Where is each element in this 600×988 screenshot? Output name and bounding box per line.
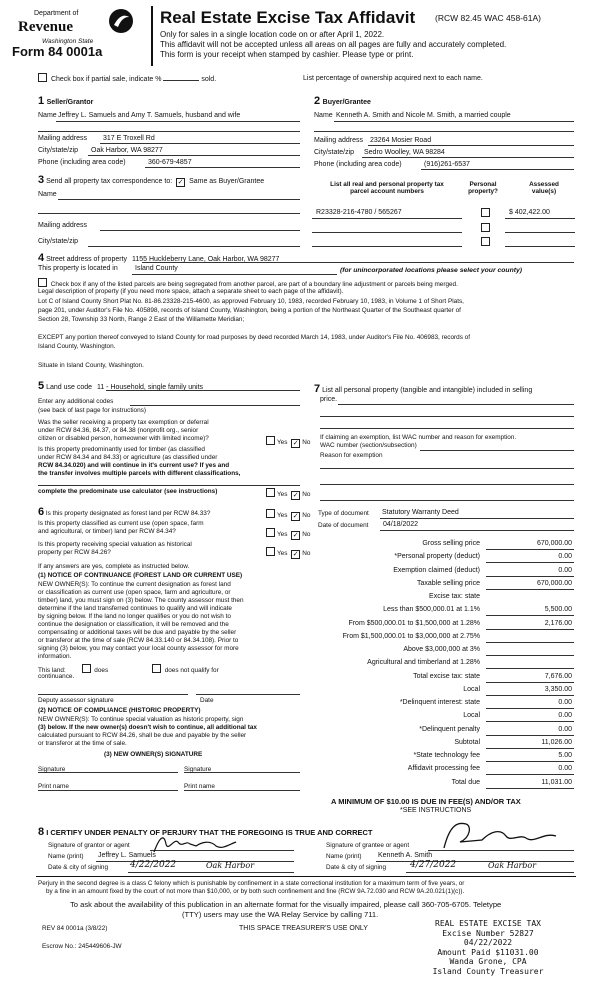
tax-row-label: *Personal property (deduct) [394, 553, 480, 560]
form-revision: REV 84 0001a (3/8/22) [42, 925, 108, 932]
yes-label: Yes [277, 491, 288, 498]
doc-date-value[interactable]: 04/18/2022 [383, 521, 419, 528]
tax-row-label: *Delinquent interest: state [399, 699, 480, 706]
continuance-text-9: signing (3) below, you may contact your local county assessor for more [38, 645, 239, 652]
personal-property-label: List all personal property (tangible and intangible) included in selling [322, 387, 533, 394]
header-line-1: Only for sales in a single location code on or after April 1, 2022. [160, 30, 385, 39]
seller-addr-value[interactable]: 317 E Troxell Rd [103, 135, 155, 142]
escrow-number: Escrow No.: 245449606-JW [42, 943, 122, 950]
grantee-sig-label: Signature of grantee or agent [326, 842, 410, 849]
current-use-q-1: Is this property classified as current use (open space, farm [38, 520, 204, 527]
buyer-title: Buyer/Grantee [322, 99, 371, 106]
owner-print-label-1: Print name [38, 783, 69, 790]
treasurer-use-label: THIS SPACE TREASURER'S USE ONLY [239, 925, 368, 932]
tax-row-value[interactable]: 0.00 [558, 699, 572, 706]
buyer-heading [314, 95, 371, 107]
personal-checkbox-3[interactable] [481, 237, 490, 246]
parcel-row-line-3 [312, 246, 462, 247]
forest-yes-checkbox[interactable] [266, 509, 275, 518]
buyer-name-line-2 [314, 131, 574, 132]
compliance-text-2: (3) below. If the new owner(s) doesn't wish to continue, all additional tax [38, 724, 257, 731]
tax-row-line [486, 735, 574, 736]
grantor-date-label: Date & city of signing [48, 864, 109, 871]
tax-row-label: Subtotal [454, 739, 480, 746]
personal-checkbox-1[interactable] [481, 208, 490, 217]
grantor-date-value[interactable]: 4/22/2022 [130, 860, 177, 870]
partial-percent-field[interactable] [163, 80, 199, 81]
grantor-date-line [128, 872, 294, 873]
section-number: 6 [38, 506, 45, 518]
sec6-q1-row [38, 506, 210, 518]
tax-row-value[interactable]: 0.00 [558, 765, 572, 772]
parcel-row-line-2 [312, 232, 462, 233]
unincorporated-note: (for unincorporated locations please select your county) [340, 267, 523, 274]
located-label: This property is located in [38, 265, 118, 272]
yes-label: Yes [277, 439, 288, 446]
compliance-text-3: calculated pursuant to RCW 84.26, shall be due and payable by the seller [38, 732, 247, 739]
historic-q-1: Is this property receiving special valuation as historical [38, 541, 192, 548]
assessed-header-line-1: Assessed [529, 181, 559, 188]
street-line [142, 262, 574, 263]
page-title: Real Estate Excise Tax Affidavit [160, 8, 416, 27]
minimum-due-note: A MINIMUM OF $10.00 IS DUE IN FEE(S) AND/OR TAX [331, 797, 521, 806]
tax-row-line [486, 695, 574, 696]
deputy-date-line [196, 694, 300, 695]
wac-label-1: If claiming an exemption, list WAC number and reason for exemption. [320, 434, 517, 441]
historic-yes-checkbox[interactable] [266, 547, 275, 556]
sec3-addr-label: Mailing address [38, 222, 88, 229]
no-label: No [302, 531, 311, 538]
section-number: 3 [38, 174, 45, 186]
q1-answer [264, 436, 310, 448]
compliance-text-4: or transferor at the time of sale. [38, 740, 127, 747]
seller-city-line [88, 155, 300, 156]
buyer-phone-label: Phone (including area code) [314, 161, 402, 168]
forest-land-question: Is this property designated as forest land per RCW 84.33? [45, 510, 211, 517]
tax-row-line [486, 642, 574, 643]
tax-row-value[interactable]: 11,031.00 [541, 779, 572, 786]
logo-revenue-text: Revenue [18, 19, 73, 35]
continuance-text-1: NEW OWNER(S): To continue the current designation as forest land [38, 581, 231, 588]
continuance-text-8: or transferor at the time of sale (RCW 84.33.140 or 84.34.108). Prior to [38, 637, 239, 644]
continuance-text-5: by signing below. If the land no longer qualifies or you do not wish to [38, 613, 231, 620]
stamp-line-4: Amount Paid $11031.00 [437, 947, 539, 957]
tax-row-line [486, 629, 574, 630]
tax-row-line [486, 708, 574, 709]
q2-underline [38, 485, 300, 486]
if-any-note: If any answers are yes, complete as instructed below. [38, 563, 190, 570]
tax-row-value[interactable]: 3,350.00 [544, 686, 572, 693]
forest-no-checkbox[interactable]: ✓ [292, 513, 299, 520]
grantee-name-value[interactable]: Kenneth A. Smith [378, 852, 433, 859]
buyer-city-label: City/state/zip [314, 149, 355, 156]
seller-city-label: City/state/zip [38, 147, 79, 154]
assessed-header [516, 181, 572, 195]
section-number: 2 [314, 95, 321, 107]
section-number: 4 [38, 252, 45, 264]
logo-state-text: Washington State [42, 38, 94, 45]
this-land-label: This land: [38, 667, 66, 674]
parcel-val-line-2 [505, 232, 575, 233]
street-label: Street address of property [46, 256, 128, 263]
perjury-divider [36, 876, 576, 877]
same-as-buyer-checkbox[interactable]: ✓ [177, 179, 184, 186]
historic-no-checkbox[interactable]: ✓ [292, 551, 299, 558]
new-owner-sig-title: (3) NEW OWNER(S) SIGNATURE [104, 751, 203, 758]
land-use-value[interactable]: 11 - Household, single family units [96, 384, 204, 391]
grantee-name-label: Name (print) [326, 853, 362, 860]
header-line-2: This affidavit will not be accepted unless all areas on all pages are fully and accurately completed. [160, 40, 507, 49]
legal-line-2: page 201, under Auditor's File No. 405898, records of Island County, Washington, being a portion of the Northeast Quarter of the Southeast quarter of [38, 307, 461, 314]
no-label: No [302, 439, 311, 446]
segregated-label: Check box if any of the listed parcels are being segregated from another parcel, are part of a boundary line adjustment or parcels being merged. [50, 281, 458, 288]
buyer-addr-line [368, 145, 574, 146]
grantor-name-line [96, 861, 294, 862]
owner-sig-label-2: Signature [184, 766, 212, 773]
grantee-signature [430, 818, 570, 852]
tax-row-label: Total due [451, 779, 480, 786]
tax-row-value[interactable]: 670,000.00 [536, 540, 572, 547]
stamp-line-3: 04/22/2022 [463, 938, 513, 948]
seller-name-label: Name [38, 112, 57, 119]
tax-row-value[interactable]: 0.00 [558, 726, 572, 733]
county-value[interactable]: Island County [135, 265, 178, 272]
buyer-name-value[interactable]: Kenneth A. Smith and Nicole M. Smith, a married couple [336, 112, 511, 119]
parcel-number-1[interactable]: R23328-216-4780 / 565267 [316, 209, 402, 216]
continuance-text-4: determine if the land transferred continues to qualify and will indicate [38, 605, 232, 612]
tax-row-value[interactable]: 5.00 [558, 752, 572, 759]
grantor-name-label: Name (print) [48, 853, 84, 860]
tax-row-label: Local [463, 712, 480, 719]
q2-line-1: Is this property predominantly used for timber (as classified [38, 446, 205, 453]
tax-row-label: *State technology fee [413, 752, 480, 759]
q1-line-1: Was the seller receiving a property tax exemption or deferral [38, 419, 209, 426]
wac-line [420, 450, 574, 451]
current-use-q-2: and agricultural, or timber) land per RCW 84.34? [38, 528, 176, 535]
section-number: 5 [38, 380, 45, 392]
current-use-no-checkbox[interactable]: ✓ [292, 532, 299, 539]
header-divider [151, 6, 153, 66]
legal-line-1: Lot C of Island County Short Plat No. 81-86.23328-215-4600, as approved February 10, 1983, recorded February 10, 1983, in Volume 1 of Short Plats, [38, 298, 464, 305]
assessed-header-line-2: value(s) [531, 188, 557, 195]
personal-header [463, 181, 503, 195]
owner-print-line-1 [38, 790, 178, 791]
tax-row-label: *Delinquent penalty [419, 726, 480, 733]
personal-checkbox-2[interactable] [481, 223, 490, 232]
continuance-text-7: compensating or additional taxes will be due and payable by the seller [38, 629, 237, 636]
grantor-sig-label: Signature of grantor or agent [48, 842, 130, 849]
does-not-checkbox[interactable] [152, 664, 161, 673]
buyer-phone-line [421, 169, 574, 170]
tax-row-line [486, 682, 574, 683]
seller-heading [38, 95, 93, 107]
owner-print-line-2 [184, 790, 300, 791]
q1-line-3: citizen or disabled person, homeowner with limited income)? [38, 435, 209, 442]
reason-line-1 [320, 468, 574, 469]
logo-dept-text: Department of [34, 10, 79, 17]
yes-label: Yes [277, 531, 288, 538]
tax-row-value[interactable]: 5,500.00 [544, 606, 572, 613]
same-as-buyer-label: Same as Buyer/Grantee [189, 178, 265, 185]
current-use-yes-checkbox[interactable] [266, 528, 275, 537]
seller-addr-line [100, 143, 300, 144]
notice-compliance-title: (2) NOTICE OF COMPLIANCE (HISTORIC PROPERTY) [38, 707, 201, 714]
sec3-name-line [58, 199, 300, 200]
sec3-label: Send all property tax correspondence to: [46, 178, 173, 185]
q1-line-2: under RCW 84.36, 84.37, or 84.38 (nonprofit org., senior [38, 427, 199, 434]
logo-mark-icon [108, 8, 134, 34]
tax-row-value[interactable]: 7,676.00 [544, 673, 572, 680]
ownership-note: List percentage of ownership acquired next to each name. [303, 75, 483, 82]
parcel-header-line-1: List all real and personal property tax [330, 181, 444, 188]
seller-addr-label: Mailing address [38, 135, 88, 142]
tax-row-line [486, 721, 574, 722]
rcw-reference: (RCW 82.45 WAC 458-61A) [435, 13, 541, 23]
tax-row-label: Excise tax: state [429, 593, 480, 600]
buyer-phone-value[interactable]: (916)261-6537 [424, 161, 470, 168]
personal-header-line-1: Personal [469, 181, 497, 188]
sec7-row [314, 383, 532, 395]
notice-continuance-title: (1) NOTICE OF CONTINUANCE (FOREST LAND OR CURRENT USE) [38, 572, 243, 579]
deputy-sig-line [38, 694, 188, 695]
sec3-city-line [88, 246, 300, 247]
q1-no-checkbox[interactable]: ✓ [292, 440, 299, 447]
alt-format-text-1: To ask about the availability of this publication in an alternate format for the visually impaired, please call 360-705-6705. Teletype [70, 900, 502, 909]
continuance-text-3: timber) land, you must sign on (3) below. The county assessor must then [38, 597, 244, 604]
q2-yes-checkbox[interactable] [266, 488, 275, 497]
continuance-label: continuance. [38, 673, 75, 680]
section-number: 1 [38, 95, 45, 107]
buyer-city-line [362, 157, 574, 158]
yes-label: Yes [277, 512, 288, 519]
tax-row-value[interactable]: 0.00 [558, 553, 572, 560]
legal-line-5: Island County, Washington. [38, 343, 116, 350]
tax-row-line [486, 668, 574, 669]
tax-row-label: From $1,500,000.01 to $3,000,000 at 2.75% [342, 633, 480, 640]
does-label: does [94, 667, 109, 674]
land-use-label: Land use code [46, 384, 93, 391]
tax-row-label: Exemption claimed (deduct) [393, 567, 480, 574]
tax-row-line [486, 549, 574, 550]
perjury-text-2: by a fine in an amount fixed by the court of not more than $10,000, or by both such confinement and fine (RCW 9A.72.030 and RCW 9A.20.021(1)(c)). [46, 888, 465, 895]
partial-sale-label: Check box if partial sale, indicate % [50, 76, 162, 83]
sec3-addr-line [100, 230, 300, 231]
street-value[interactable]: 1155 Huckleberry Lane, Oak Harbor, WA 98277 [131, 256, 280, 263]
segregated-checkbox[interactable] [38, 278, 47, 287]
sec3-name-line-2 [38, 213, 300, 214]
section-number: 7 [314, 383, 321, 395]
tax-row-line [486, 774, 574, 775]
tax-row-label: Agricultural and timberland at 1.28% [367, 659, 480, 666]
header-line-3: This form is your receipt when stamped by cashier. Please type or print. [160, 50, 414, 59]
tax-row-line [486, 748, 574, 749]
parcel-header-line-2: parcel account numbers [350, 188, 424, 195]
certify-statement: I CERTIFY UNDER PENALTY OF PERJURY THAT THE FOREGOING IS TRUE AND CORRECT [46, 828, 373, 837]
tax-row-label: Taxable selling price [416, 580, 480, 587]
historic-q-2: property per RCW 84.26? [38, 549, 111, 556]
grantee-date-line [406, 872, 574, 873]
q2-line-5: complete the predominate use calculator (see instructions) [38, 488, 218, 495]
partial-sold-label: sold. [201, 76, 217, 83]
seller-name-line-2 [38, 131, 300, 132]
sec6-q3-answer [264, 547, 310, 559]
no-label: No [302, 512, 311, 519]
segregated-row [38, 278, 458, 288]
legal-line-3: Section 28, Township 33 North, Range 2 East of the Willamette Meridian; [38, 316, 245, 323]
doc-type-value[interactable]: Statutory Warranty Deed [382, 509, 459, 516]
doc-type-line [380, 518, 574, 519]
perjury-text-1: Perjury in the second degree is a class C felony which is punishable by confinement in a state correctional institution for a maximum term of five years, or [38, 880, 465, 887]
buyer-addr-value[interactable]: 23264 Mosier Road [370, 137, 432, 144]
partial-sale-checkbox[interactable] [38, 73, 47, 82]
stamp-line-2: Excise Number 52827 [442, 928, 534, 938]
q2-line-2: under RCW 84.34 and 84.33) or agriculture (as classified under [38, 454, 218, 461]
legal-label: Legal description of property (if you need more space, attach a separate sheet to each page of the affidavit). [38, 288, 344, 295]
treasurer-stamp [408, 919, 568, 977]
does-not-label: does not qualify for [164, 667, 219, 674]
grantor-name-value[interactable]: Jeffrey L. Samuels [98, 852, 156, 859]
deputy-sig-label: Deputy assessor signature [38, 697, 114, 704]
county-line [132, 274, 337, 275]
does-checkbox[interactable] [82, 664, 91, 673]
tax-row-label: Local [463, 686, 480, 693]
deputy-date-label: Date [200, 697, 214, 704]
compliance-text-1: NEW OWNER(S): To continue special valuation as historic property, sign [38, 716, 244, 723]
see-instructions: *SEE INSTRUCTIONS [400, 807, 472, 814]
reason-line-3 [320, 500, 574, 501]
buyer-city-value[interactable]: Sedro Woolley, WA 98284 [364, 149, 445, 156]
grantor-signature [150, 832, 240, 856]
continuance-text-10: information. [38, 653, 72, 660]
tax-row-line [486, 655, 574, 656]
parcel-val-line-1 [505, 218, 575, 219]
sec3-row [38, 174, 264, 187]
grantee-city-value[interactable]: Oak Harbor [488, 861, 537, 870]
grantor-city-value[interactable]: Oak Harbor [206, 861, 255, 870]
tax-row-label: Total excise tax: state [413, 673, 480, 680]
owner-sig-label-1: Signature [38, 766, 66, 773]
sec3-name-label: Name [38, 191, 57, 198]
seller-title: Seller/Grantor [46, 99, 94, 106]
parcel-val-line-3 [505, 246, 575, 247]
legal-line-4: EXCEPT any portion thereof conveyed to Island County for road purposes by deed recorded March 14, 1983, under Auditor's File No. 406983, records of [38, 334, 471, 341]
grantee-date-label: Date & city of signing [326, 864, 387, 871]
stamp-line-5: Wanda Grone, CPA [449, 957, 527, 967]
stamp-line-6: Island County Treasurer [432, 966, 544, 976]
assessed-value-1[interactable]: $ 402,422.00 [509, 209, 550, 216]
reason-line-2 [320, 484, 574, 485]
seller-name-value[interactable]: Jeffrey L. Samuels and Amy T. Samuels, husband and wife [58, 112, 241, 119]
doc-type-label: Type of document [318, 510, 369, 517]
section-number: 8 [38, 826, 45, 838]
grantee-date-value[interactable]: 4/27/2022 [410, 860, 457, 870]
tax-row-line [486, 615, 574, 616]
buyer-name-line [334, 121, 574, 122]
tax-row-value[interactable]: 2,176.00 [544, 620, 572, 627]
tax-row-line [486, 761, 574, 762]
q2-answer [264, 488, 310, 500]
tax-row-value[interactable]: 0.00 [558, 712, 572, 719]
q1-yes-checkbox[interactable] [266, 436, 275, 445]
personal-header-line-2: property? [468, 188, 498, 195]
addl-codes-note: (see back of last page for instructions) [38, 407, 146, 414]
continuance-text-6: continue the designation or classification, it will be removed and the [38, 621, 229, 628]
owner-print-label-2: Print name [184, 783, 215, 790]
tax-row-line [486, 576, 574, 577]
yes-label: Yes [277, 550, 288, 557]
buyer-name-label: Name [314, 112, 333, 119]
personal-property-label-2: price. [320, 396, 338, 403]
alt-format-text-2: (TTY) users may use the WA Relay Service by calling 711. [182, 910, 379, 919]
sec6-q2-answer [264, 528, 310, 540]
form-number: Form 84 0001a [12, 44, 103, 59]
no-label: No [302, 550, 311, 557]
tax-row-label: Affidavit processing fee [407, 765, 480, 772]
stamp-line-1: REAL ESTATE EXCISE TAX [435, 919, 541, 928]
land-use-line [106, 390, 300, 391]
sec6-q1-answer [264, 509, 310, 521]
no-label: No [302, 491, 311, 498]
sec7-line-1 [338, 404, 574, 405]
tax-row-label: Above $3,000,000 at 3% [403, 646, 480, 653]
reason-label: Reason for exemption [320, 452, 383, 459]
parcel-header [316, 181, 458, 195]
seller-phone-label: Phone (including area code) [38, 159, 126, 166]
tax-row-line [486, 589, 574, 590]
seller-city-value[interactable]: Oak Harbor, WA 98277 [91, 147, 163, 154]
tax-row-label: Gross selling price [422, 540, 480, 547]
q2-line-4: the transfer involves multiple parcels with different classifications, [38, 470, 241, 477]
tax-row-label: From $500,000.01 to $1,500,000 at 1.28% [348, 620, 480, 627]
sec7-line-2 [320, 416, 574, 417]
addl-codes-label: Enter any additional codes [38, 398, 114, 405]
sec7-line-3 [320, 428, 574, 429]
buyer-addr-label: Mailing address [314, 137, 364, 144]
parcel-row-line-1 [312, 218, 462, 219]
doc-date-label: Date of document [318, 522, 369, 529]
seller-name-line [56, 121, 300, 122]
tax-row-line [486, 788, 574, 789]
doc-date-line [380, 530, 574, 531]
tax-row-label: Less than $500,000.01 at 1.1% [383, 606, 480, 613]
partial-sale-row [38, 73, 216, 83]
tax-row-value[interactable]: 670,000.00 [536, 580, 572, 587]
q2-no-checkbox[interactable]: ✓ [292, 492, 299, 499]
sec3-city-label: City/state/zip [38, 238, 79, 245]
wac-label-2: WAC number (section/subsection) [320, 442, 417, 449]
tax-row-value[interactable]: 11,026.00 [541, 739, 572, 746]
tax-row-line [486, 562, 574, 563]
grantee-name-line [376, 861, 574, 862]
seller-phone-line [145, 167, 300, 168]
seller-phone-value[interactable]: 360-679-4857 [148, 159, 192, 166]
addl-codes-line [130, 405, 300, 406]
legal-line-6: Situate in Island County, Washington. [38, 362, 144, 369]
continuance-text-2: or classification as current use (open space, farm and agriculture, or [38, 589, 231, 596]
q2-line-3: RCW 84.34.020) and will continue in it's current use? If yes and [38, 462, 230, 469]
tax-row-value[interactable]: 0.00 [558, 567, 572, 574]
